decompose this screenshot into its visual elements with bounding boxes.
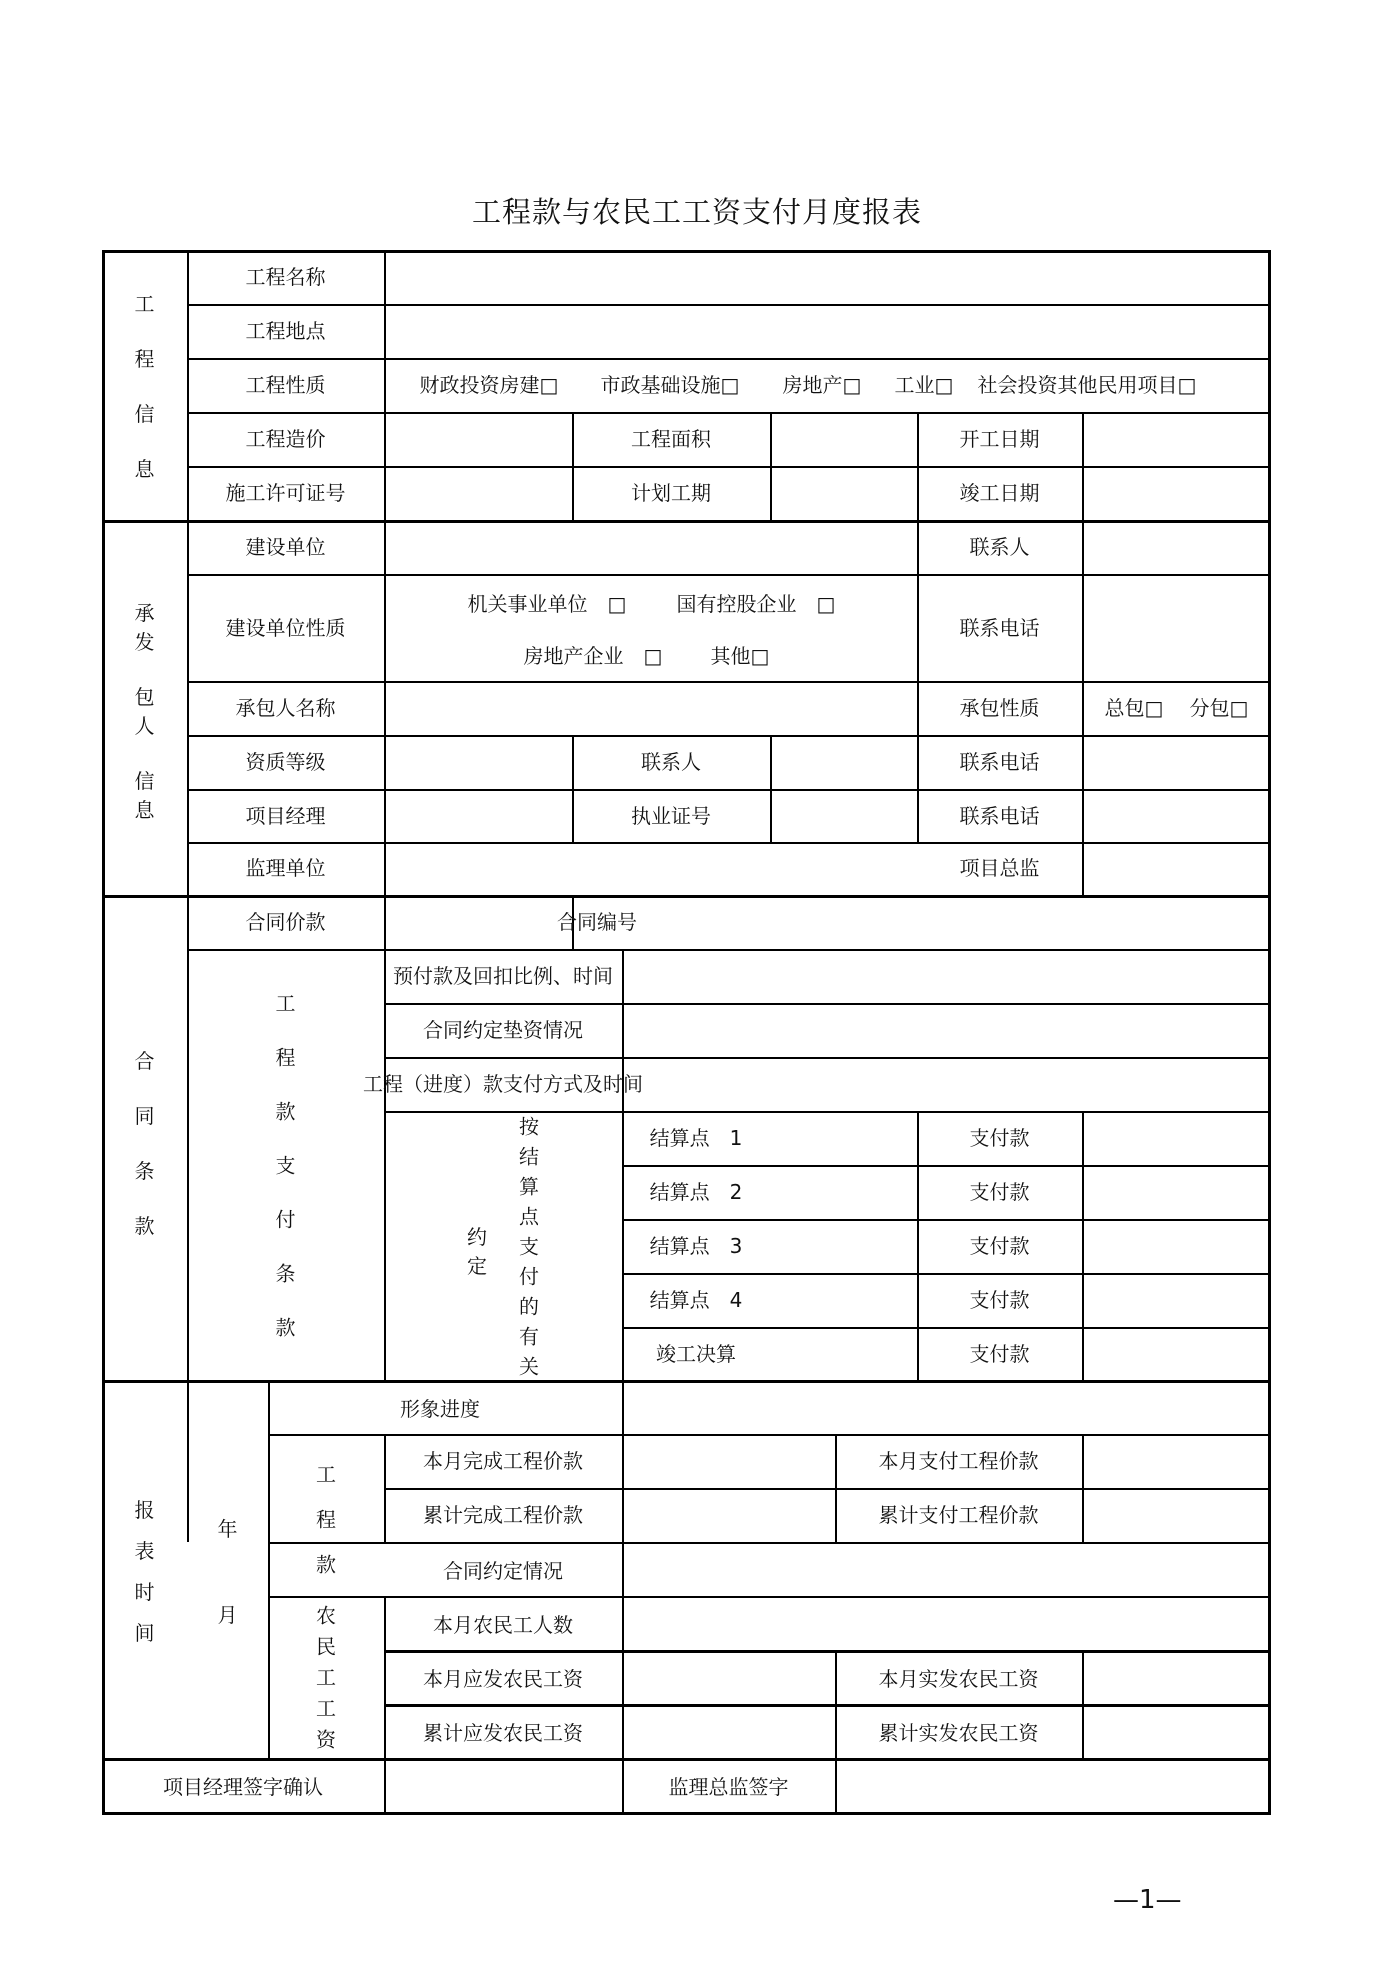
grid-line-vertical — [835, 1434, 837, 1542]
grid-line-horizontal — [622, 1165, 1271, 1167]
contractor-phone-label: 联系电话 — [959, 750, 1040, 774]
wages-group-label-char: 农 — [316, 1603, 336, 1628]
grid-line-vertical — [1082, 520, 1084, 895]
grid-line-horizontal — [622, 1273, 1271, 1275]
project-funds-group-label-char: 工 — [316, 1462, 336, 1487]
completion-date-label: 竣工日期 — [959, 481, 1040, 505]
permit-number-label: 施工许可证号 — [225, 481, 346, 505]
builder-nature-option: 房地产企业 □ — [523, 644, 663, 668]
payment-amount-label: 支付款 — [969, 1126, 1030, 1150]
payment-terms-group-label-char: 款 — [275, 1315, 296, 1340]
grid-line-horizontal — [102, 1758, 1271, 1761]
grid-line-vertical — [1082, 412, 1084, 520]
grid-line-horizontal — [187, 789, 1271, 791]
contract-terms-group-label-char: 款 — [134, 1214, 155, 1238]
project-nature-option: 工业□ — [894, 373, 954, 397]
grid-line-vertical — [572, 412, 574, 520]
settlement-point-label: 竣工决算 — [656, 1342, 736, 1366]
contract-type-label: 承包性质 — [959, 696, 1040, 720]
payment-terms-group-label-char: 条 — [275, 1261, 296, 1286]
cumulative-completed-label: 累计完成工程价款 — [423, 1503, 583, 1527]
contractor-name-label: 承包人名称 — [235, 696, 336, 720]
project-funds-group-label-char: 程 — [316, 1507, 336, 1532]
wages-group-label — [314, 1600, 338, 1753]
worker-count-label: 本月农民工人数 — [433, 1613, 573, 1637]
payment-terms-group-label-char: 程 — [275, 1045, 296, 1070]
settlement-description-label — [517, 1111, 541, 1380]
builder-phone-label: 联系电话 — [959, 615, 1040, 640]
month-due-wage-label: 本月应发农民工资 — [423, 1667, 583, 1691]
advance-payment-label: 预付款及回扣比例、时间 — [393, 964, 613, 988]
builder-nature-option: 机关事业单位 □ — [467, 592, 627, 616]
grid-line-vertical — [1082, 1111, 1084, 1380]
project-area-label: 工程面积 — [631, 427, 711, 451]
grid-line-horizontal — [102, 895, 1271, 898]
month-label: 月 — [217, 1603, 238, 1627]
progress-payment-label: 工程（进度）款支付方式及时间 — [363, 1072, 643, 1096]
agreed-label — [465, 1221, 489, 1279]
wages-group-label-char: 资 — [316, 1727, 336, 1752]
progress-label: 形象进度 — [400, 1397, 480, 1421]
settlement-description-label-char: 有 — [519, 1324, 539, 1349]
wages-group-label-char: 工 — [316, 1665, 336, 1690]
settlement-point-label: 结算点 1 — [649, 1126, 743, 1150]
grid-line-vertical — [384, 1758, 386, 1815]
license-number-label: 执业证号 — [631, 804, 711, 828]
payment-terms-group-label-char: 付 — [275, 1207, 296, 1232]
cumulative-due-wage-label: 累计应发农民工资 — [423, 1721, 583, 1745]
grid-line-horizontal — [384, 1650, 1271, 1653]
contract-type-option: 分包□ — [1189, 696, 1249, 720]
project-location-label: 工程地点 — [245, 319, 326, 343]
project-nature-option: 市政基础设施□ — [600, 373, 740, 397]
grid-line-vertical — [1082, 1434, 1084, 1542]
contract-terms-group-label-char: 合 — [134, 1049, 155, 1073]
project-nature-option: 社会投资其他民用项目□ — [977, 373, 1197, 397]
supervisor-signature-label: 监理总监签字 — [668, 1775, 789, 1799]
grid-line-horizontal — [622, 1327, 1271, 1329]
payment-terms-group-label-char: 支 — [275, 1153, 296, 1178]
settlement-point-label: 结算点 2 — [649, 1180, 743, 1204]
project-nature-option: 房地产□ — [782, 373, 862, 397]
payment-terms-group-label — [274, 988, 298, 1341]
agreed-label-char: 约 — [467, 1225, 487, 1249]
settlement-description-label-char: 付 — [519, 1264, 539, 1289]
contract-number-label: 合同编号 — [557, 910, 637, 934]
grid-line-horizontal — [622, 1219, 1271, 1221]
grid-line-vertical — [384, 1434, 386, 1542]
settlement-description-label-char: 的 — [519, 1294, 539, 1319]
grid-line-vertical — [622, 1111, 624, 1380]
grid-line-horizontal — [268, 1596, 1271, 1598]
builder-contact-label: 联系人 — [969, 535, 1030, 559]
grid-line-horizontal — [268, 1434, 1271, 1436]
grid-line-vertical — [917, 1111, 919, 1380]
payment-amount-label: 支付款 — [969, 1288, 1030, 1312]
grid-line-vertical — [622, 1380, 624, 1758]
grid-line-horizontal — [187, 412, 1271, 414]
contract-price-label: 合同价款 — [245, 910, 326, 934]
grid-line-horizontal — [102, 1380, 1271, 1383]
contract-terms-group-label — [133, 1045, 157, 1239]
builder-nature-label: 建设单位性质 — [225, 615, 346, 640]
project-info-group-label-char: 程 — [134, 347, 155, 371]
project-info-group-label-char: 息 — [134, 457, 155, 481]
report-period-group-label-char: 表 — [134, 1539, 155, 1563]
grid-line-vertical — [917, 520, 919, 842]
project-nature-option: 财政投资房建□ — [419, 373, 559, 397]
project-manager-label: 项目经理 — [245, 804, 326, 828]
wages-group-label-char: 民 — [316, 1634, 336, 1659]
grid-line-horizontal — [384, 1488, 1271, 1490]
project-nature-label: 工程性质 — [245, 373, 326, 397]
grid-line-vertical — [384, 949, 386, 1380]
parties-info-group-label-char: 信息 — [134, 769, 155, 822]
payment-terms-group-label-char: 工 — [275, 991, 296, 1016]
grid-line-horizontal — [187, 466, 1271, 468]
settlement-description-label-char: 支 — [519, 1234, 539, 1259]
planned-period-label: 计划工期 — [631, 481, 711, 505]
grid-line-vertical — [835, 1758, 837, 1815]
settlement-point-label: 结算点 4 — [649, 1288, 743, 1312]
project-name-label: 工程名称 — [245, 265, 326, 289]
settlement-point-label: 结算点 3 — [649, 1234, 743, 1258]
project-info-group-label — [133, 288, 157, 482]
project-cost-label: 工程造价 — [245, 427, 326, 451]
grid-line-horizontal — [187, 735, 1271, 737]
grid-line-horizontal — [187, 358, 1271, 360]
chief-supervisor-label: 项目总监 — [959, 856, 1040, 880]
contract-terms-group-label-char: 条 — [134, 1159, 155, 1183]
payment-amount-label: 支付款 — [969, 1342, 1030, 1366]
grid-line-vertical — [384, 1596, 386, 1758]
supervisor-label: 监理单位 — [245, 856, 326, 880]
builder-label: 建设单位 — [245, 535, 326, 559]
grid-line-horizontal — [187, 949, 1271, 951]
grid-line-horizontal — [187, 304, 1271, 306]
grid-line-horizontal — [187, 574, 1271, 576]
page-title: 工程款与农民工工资支付月度报表 — [471, 195, 922, 229]
parties-info-group-label-char: 包人 — [134, 685, 155, 738]
grid-line-vertical — [770, 735, 772, 842]
cumulative-paid-label: 累计支付工程价款 — [878, 1503, 1039, 1527]
cumulative-actual-wage-label: 累计实发农民工资 — [878, 1721, 1039, 1745]
start-date-label: 开工日期 — [959, 427, 1040, 451]
settlement-description-label-char: 关 — [519, 1354, 539, 1379]
settlement-description-label-char: 算 — [519, 1174, 539, 1199]
contract-type-option: 总包□ — [1104, 696, 1164, 720]
payment-amount-label: 支付款 — [969, 1180, 1030, 1204]
grid-line-vertical — [917, 412, 919, 520]
settlement-description-label-char: 点 — [519, 1204, 539, 1229]
grid-line-horizontal — [384, 1003, 1271, 1005]
advance-funding-label: 合同约定垫资情况 — [423, 1018, 583, 1042]
pm-phone-label: 联系电话 — [959, 804, 1040, 828]
grid-line-horizontal — [384, 1057, 1271, 1059]
contract-terms-group-label-char: 同 — [134, 1104, 155, 1128]
grid-line-horizontal — [384, 1704, 1271, 1707]
report-period-group-label — [133, 1494, 157, 1646]
project-info-group-label-char: 信 — [134, 402, 155, 426]
page-number: —1— — [1113, 1885, 1182, 1915]
project-funds-group-label — [314, 1459, 338, 1578]
report-period-group-label-char: 报 — [134, 1498, 155, 1522]
pm-signature-label: 项目经理签字确认 — [163, 1775, 323, 1799]
grid-line-vertical — [770, 412, 772, 520]
grid-line-horizontal — [102, 520, 1271, 523]
parties-info-group-label-char: 承发 — [134, 601, 155, 654]
qualification-label: 资质等级 — [245, 750, 326, 774]
year-label: 年 — [217, 1517, 238, 1541]
agreed-label-char: 定 — [467, 1254, 487, 1278]
grid-line-horizontal — [268, 1542, 1271, 1544]
grid-line-vertical — [835, 1650, 837, 1758]
payment-terms-group-label-char: 款 — [275, 1099, 296, 1124]
grid-line-vertical — [1082, 1650, 1084, 1758]
payment-amount-label: 支付款 — [969, 1234, 1030, 1258]
month-actual-wage-label: 本月实发农民工资 — [878, 1667, 1039, 1691]
settlement-description-label-char: 按 — [519, 1114, 539, 1139]
grid-line-vertical — [268, 1380, 270, 1758]
project-info-group-label-char: 工 — [134, 292, 155, 316]
parties-info-group-label — [133, 597, 157, 823]
contractor-contact-label: 联系人 — [641, 750, 701, 774]
report-period-group-label-char: 间 — [134, 1621, 155, 1645]
grid-line-horizontal — [187, 842, 1271, 844]
builder-nature-option: 国有控股企业 □ — [676, 592, 836, 616]
grid-line-horizontal — [187, 681, 1271, 683]
wages-group-label-char: 工 — [316, 1696, 336, 1721]
contract-agreement-label: 合同约定情况 — [443, 1559, 563, 1583]
builder-nature-option: 其他□ — [710, 644, 770, 668]
month-completed-label: 本月完成工程价款 — [423, 1449, 583, 1473]
grid-line-vertical — [572, 735, 574, 842]
grid-line-vertical — [622, 1758, 624, 1815]
settlement-description-label-char: 结 — [519, 1144, 539, 1169]
report-period-group-label-char: 时 — [134, 1580, 155, 1604]
project-funds-group-label-char: 款 — [316, 1552, 336, 1577]
month-paid-label: 本月支付工程价款 — [878, 1449, 1039, 1473]
